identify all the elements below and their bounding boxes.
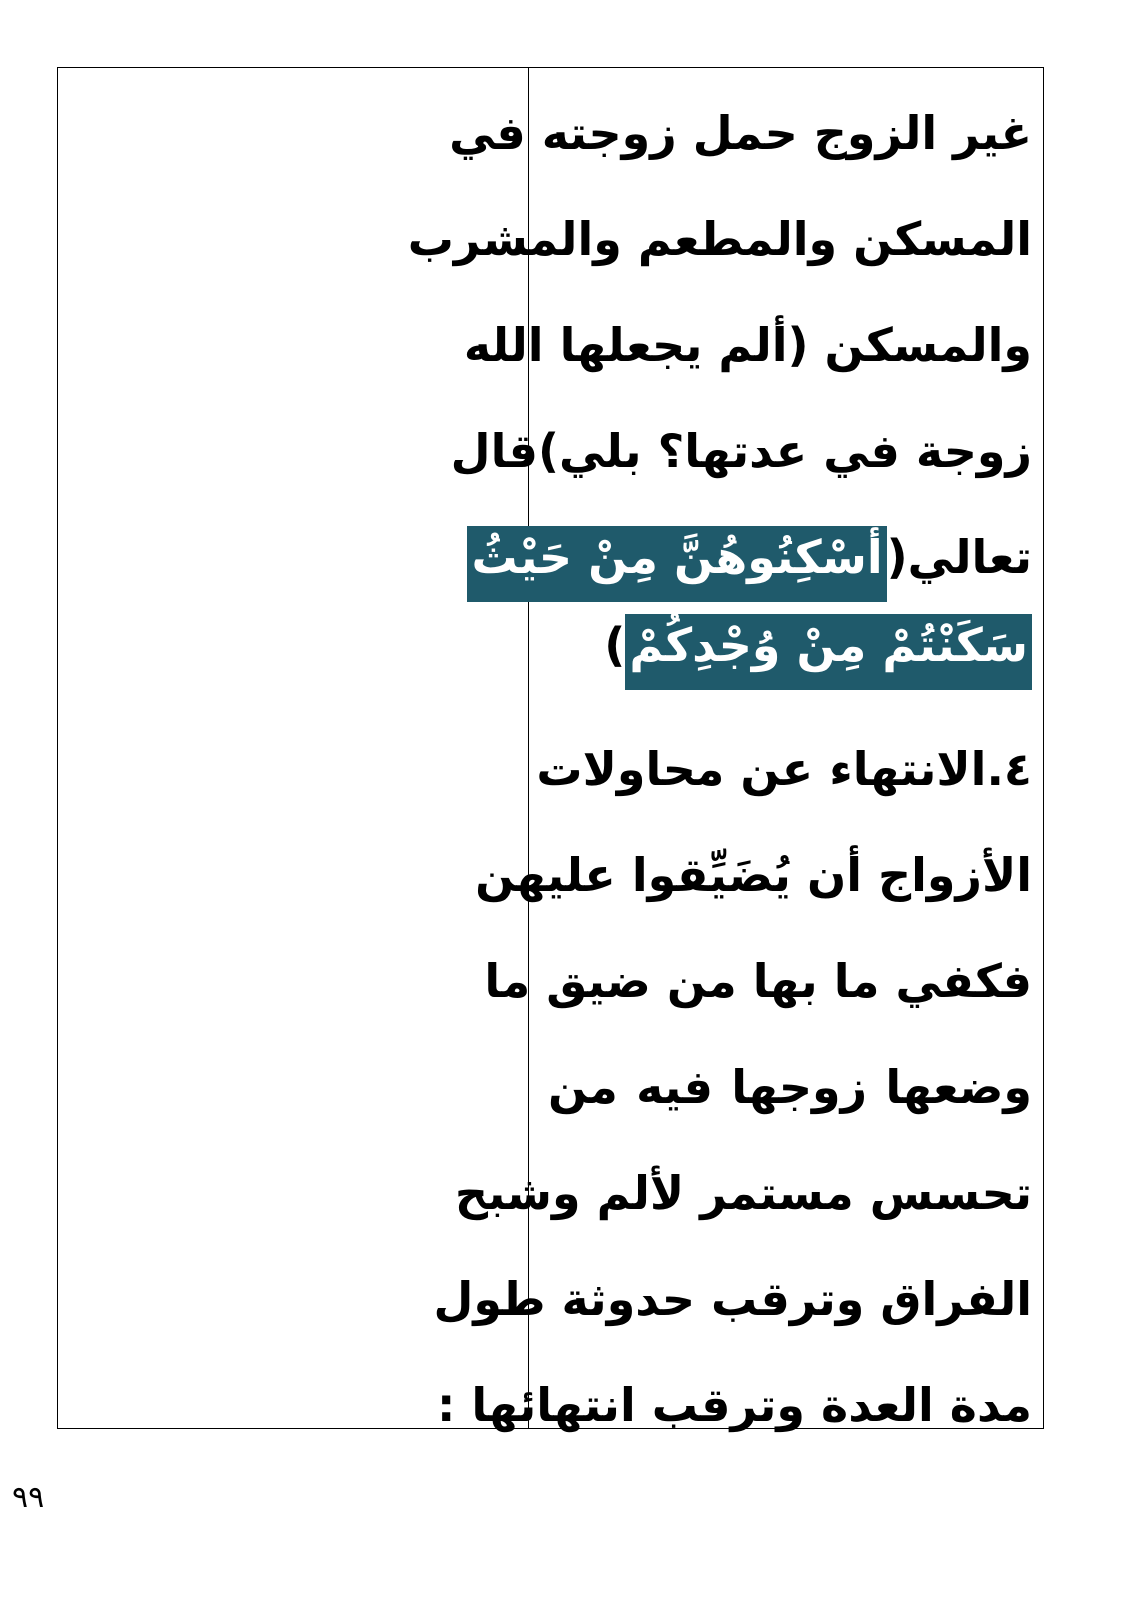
page-number: ٩٩ [12,1480,45,1515]
text-line: غير الزوج حمل زوجته في [449,106,1032,160]
text-line: الفراق وترقب حدوثة طول [433,1272,1032,1326]
text-line: تحسس مستمر لألم وشبح [454,1166,1032,1220]
text-line: الأزواج أن يُضَيِّقوا عليهن [475,848,1032,902]
text-line: وضعها زوجها فيه من [548,1060,1032,1114]
text-line: فكفي ما بها من ضيق ما [484,954,1032,1008]
text-line: والمسكن (ألم يجعلها الله [463,318,1032,372]
text-line: زوجة في عدتها؟ بلي)قال [450,424,1032,478]
quran-verse-highlight: أَسْكِنُوهُنَّ مِنْ حَيْثُ [467,526,886,602]
quran-line-2 [548,592,1032,698]
text-line: ٤.الانتهاء عن محاولات [536,742,1032,796]
text-line: المسكن والمطعم والمشرب [407,212,1032,266]
text-column [407,80,1032,1458]
text-line: مدة العدة وترقب انتهائها : [436,1378,1032,1432]
quran-suffix: ) [604,618,626,672]
quran-prefix: تعالي( [886,530,1032,584]
quran-verse-highlight: سَكَنْتُمْ مِنْ وُجْدِكُمْ [625,614,1032,690]
